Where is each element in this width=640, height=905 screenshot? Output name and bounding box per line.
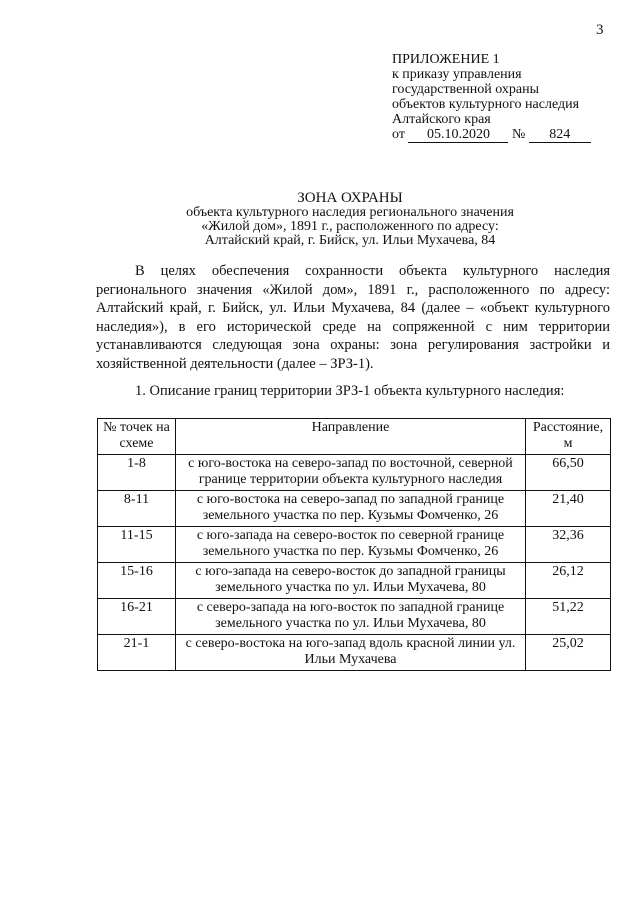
intro-paragraph [96,262,610,373]
appendix-line: объектов культурного наследия [392,97,580,112]
cell-distance: 32,36 [526,527,611,563]
cell-distance: 26,12 [526,563,611,599]
cell-points: 8-11 [98,491,176,527]
subtitle-line: «Жилой дом», 1891 г., расположенного по адресу: [201,219,499,234]
appendix-date-line [392,127,591,143]
cell-points: 16-21 [98,599,176,635]
table-row [98,599,611,635]
page-number: 3 [596,22,604,38]
header-points: № точек на схеме [98,419,176,455]
number-prefix: № [511,127,526,142]
table-row [98,527,611,563]
cell-points: 1-8 [98,455,176,491]
cell-direction: с северо-запада на юго-восток по западной границе земельного участка по ул. Ильи Мухачева, 80 [176,599,526,635]
cell-points: 21-1 [98,635,176,671]
table-row [98,563,611,599]
table-row [98,455,611,491]
order-number: 824 [529,128,591,143]
appendix-line: Алтайского края [392,112,491,127]
cell-distance: 51,22 [526,599,611,635]
date-prefix: от [392,127,405,142]
cell-distance: 21,40 [526,491,611,527]
boundaries-table [97,418,611,671]
header-distance: Расстояние, м [526,419,611,455]
cell-distance: 66,50 [526,455,611,491]
cell-points: 15-16 [98,563,176,599]
table-row [98,491,611,527]
subtitle-line: объекта культурного наследия регионального значения [186,205,514,220]
cell-direction: с юго-востока на северо-запад по западной границе земельного участка по пер. Кузьмы Фомченко, 26 [176,491,526,527]
header-direction: Направление [176,419,526,455]
appendix-block [392,52,591,143]
section-heading: 1. Описание границ территории ЗРЗ-1 объекта культурного наследия: [135,383,565,399]
cell-distance: 25,02 [526,635,611,671]
table-row [98,635,611,671]
subtitle-line: Алтайский край, г. Бийск, ул. Ильи Мухачева, 84 [204,233,496,248]
intro-text: В целях обеспечения сохранности объекта культурного наследия регионального значения «Жилой дом», 1891 г., расположенного по адресу: Алтайский край, г. Бийск, ул. Ильи Мухачева, 84 (далее – «объект культурного наследия»), в его исторической среде на сопряженной с ним территории устанавливаются следующая зона охраны: зона регулирования застройки и хозяйственной деятельности (далее – ЗРЗ-1). [96,263,610,372]
cell-direction: с юго-запада на северо-восток до западной границы земельного участка по ул. Ильи Мухачева, 80 [176,563,526,599]
order-date: 05.10.2020 [408,128,508,143]
cell-direction: с юго-востока на северо-запад по восточной, северной границе территории объекта культурного наследия [176,455,526,491]
document-title: ЗОНА ОХРАНЫ [297,190,403,206]
appendix-line: государственной охраны [392,82,540,97]
cell-direction: с юго-запада на северо-восток по северной границе земельного участка по пер. Кузьмы Фомченко, 26 [176,527,526,563]
document-subtitle [100,206,600,248]
cell-points: 11-15 [98,527,176,563]
cell-direction: с северо-востока на юго-запад вдоль красной линии ул. Ильи Мухачева [176,635,526,671]
appendix-line: к приказу управления [392,67,522,82]
appendix-title: ПРИЛОЖЕНИЕ 1 [392,52,500,67]
table-header-row [98,419,611,455]
